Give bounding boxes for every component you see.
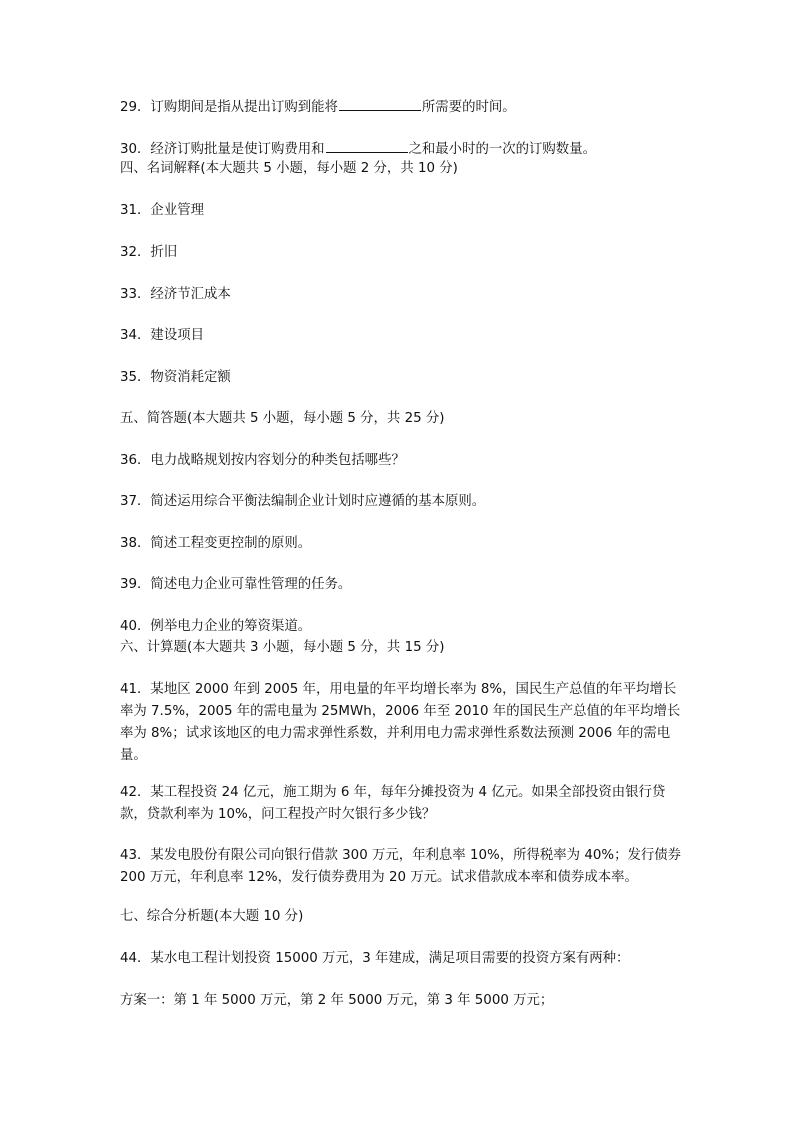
section-6-title: 六、计算题(本大题共 3 小题，每小题 5 分，共 15 分)	[120, 640, 445, 655]
question-37: 37．简述运用综合平衡法编制企业计划时应遵循的基本原则。	[120, 494, 486, 509]
fill-in-blank	[339, 96, 421, 111]
fill-in-blank	[326, 138, 408, 153]
question-42: 42．某工程投资 24 亿元，施工期为 6 年，每年分摊投资为 4 亿元。如果全部投资由银行贷款，贷款利率为 10%，问工程投产时欠银行多少钱？	[120, 785, 666, 822]
question-38: 38．简述工程变更控制的原则。	[120, 536, 312, 551]
question-29-text-before: 29．订购期间是指从提出订购到能将	[120, 100, 338, 115]
question-29	[120, 96, 516, 119]
plan-1: 方案一：第 1 年 5000 万元，第 2 年 5000 万元，第 3 年 5000 万元；	[120, 993, 554, 1008]
question-29-text-after: 所需要的时间。	[421, 100, 516, 115]
question-41: 41．某地区 2000 年到 2005 年，用电量的年平均增长率为 8%，国民生产总值的年平均增长率为 7.5%，2005 年的需电量为 25MWh，2006 年至 2010 年的国民生产总值的年平均增长率为 8%；试求该地区的电力需求弹性系数，并利用电力需求弹性系数法预测 2006 年的需电量。	[120, 682, 681, 763]
question-35: 35．物资消耗定额	[120, 370, 231, 385]
question-44: 44．某水电工程计划投资 15000 万元，3 年建成，满足项目需要的投资方案有两种：	[120, 951, 630, 966]
section-4-title: 四、名词解释(本大题共 5 小题，每小题 2 分，共 10 分)	[120, 161, 458, 176]
question-34: 34．建设项目	[120, 328, 204, 343]
question-43: 43．某发电股份有限公司向银行借款 300 万元，年利息率 10%，所得税率为 40%；发行债券 200 万元，年利息率 12%，发行债券费用为 20 万元。试求借款成本率和债券成本率。	[120, 848, 682, 885]
question-36: 36．电力战略规划按内容划分的种类包括哪些？	[120, 453, 405, 468]
section-7-title: 七、综合分析题(本大题 10 分)	[120, 909, 304, 924]
question-31: 31．企业管理	[120, 203, 204, 218]
question-33: 33．经济节汇成本	[120, 287, 231, 302]
question-32: 32．折旧	[120, 245, 178, 260]
question-30-text-before: 30．经济订购批量是使订购费用和	[120, 142, 325, 157]
section-5-title: 五、简答题(本大题共 5 小题，每小题 5 分，共 25 分)	[120, 411, 445, 426]
question-30-text-after: 之和最小时的一次的订购数量。	[408, 142, 596, 157]
question-39: 39．简述电力企业可靠性管理的任务。	[120, 577, 352, 592]
question-40: 40．例举电力企业的筹资渠道。	[120, 619, 312, 634]
